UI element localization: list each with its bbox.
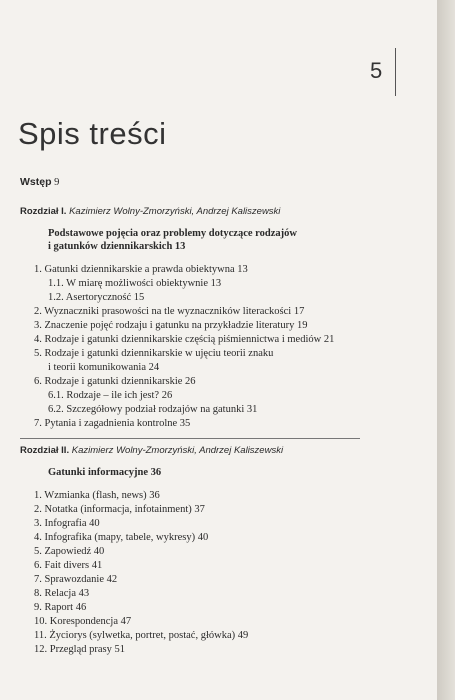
chapter2-section: Gatunki informacyjne 36 (48, 467, 162, 478)
chapter2-heading (20, 444, 283, 457)
toc-subitem: 6.2. Szczegółowy podział rodzajów na gatunki 31 (48, 404, 258, 415)
chapter1-section-line2: i gatunków dziennikarskich 13 (48, 241, 186, 252)
toc-item: 2. Wyznaczniki prasowości na tle wyznaczników literackości 17 (34, 306, 305, 317)
chapter1-section-line1: Podstawowe pojęcia oraz problemy dotyczące rodzajów (48, 228, 297, 239)
toc-item: 6. Rodzaje i gatunki dziennikarskie 26 (34, 376, 196, 387)
toc-item: 3. Infografia 40 (34, 518, 100, 529)
toc-subitem: 1.2. Asertoryczność 15 (48, 292, 145, 303)
toc-item: 5. Zapowiedź 40 (34, 546, 105, 557)
toc-item: 12. Przegląd prasy 51 (34, 644, 125, 655)
page-title: Spis treści (18, 116, 167, 151)
toc-item: 6. Fait divers 41 (34, 560, 103, 571)
chapter1-authors: Kazimierz Wolny-Zmorzyński, Andrzej Kaliszewski (69, 206, 281, 217)
chapter2-authors: Kazimierz Wolny-Zmorzyński, Andrzej Kaliszewski (71, 445, 284, 456)
toc-item-continuation: i teorii komunikowania 24 (48, 362, 160, 373)
toc-item: 1. Gatunki dziennikarskie a prawda obiektywna 13 (34, 264, 248, 275)
toc-item: 9. Raport 46 (34, 602, 87, 613)
toc-item: 7. Pytania i zagadnienia kontrolne 35 (34, 418, 191, 429)
toc-item: 10. Korespondencja 47 (34, 616, 132, 627)
toc-item: 4. Rodzaje i gatunki dziennikarskie częścią piśmiennictwa i mediów 21 (34, 334, 335, 345)
toc-item: 4. Infografika (mapy, tabele, wykresy) 40 (34, 532, 209, 543)
intro-label: Wstęp (20, 176, 52, 188)
toc-subitem: 6.1. Rodzaje – ile ich jest? 26 (48, 390, 173, 401)
toc-item: 2. Notatka (informacja, infotainment) 37 (34, 504, 205, 515)
toc-item: 8. Relacja 43 (34, 588, 90, 599)
chapter1-heading (20, 205, 280, 218)
page-number: 5 (370, 58, 383, 83)
intro-entry (20, 176, 59, 189)
chapter1-label: Rozdział I. (20, 206, 67, 217)
toc-subitem: 1.1. W miarę możliwości obiektywnie 13 (48, 278, 222, 289)
page-edge (437, 0, 455, 700)
toc-item: 3. Znaczenie pojęć rodzaju i gatunku na przykładzie literatury 19 (34, 320, 308, 331)
intro-page: 9 (54, 177, 60, 188)
chapter-divider (20, 438, 360, 439)
page-number-rule (395, 48, 396, 96)
toc-item: 5. Rodzaje i gatunki dziennikarskie w ujęciu teorii znaku (34, 348, 274, 359)
toc-item: 7. Sprawozdanie 42 (34, 574, 118, 585)
toc-item: 11. Życiorys (sylwetka, portret, postać, główka) 49 (34, 630, 249, 641)
toc-item: 1. Wzmianka (flash, news) 36 (34, 490, 160, 501)
chapter2-label: Rozdział II. (20, 445, 70, 456)
